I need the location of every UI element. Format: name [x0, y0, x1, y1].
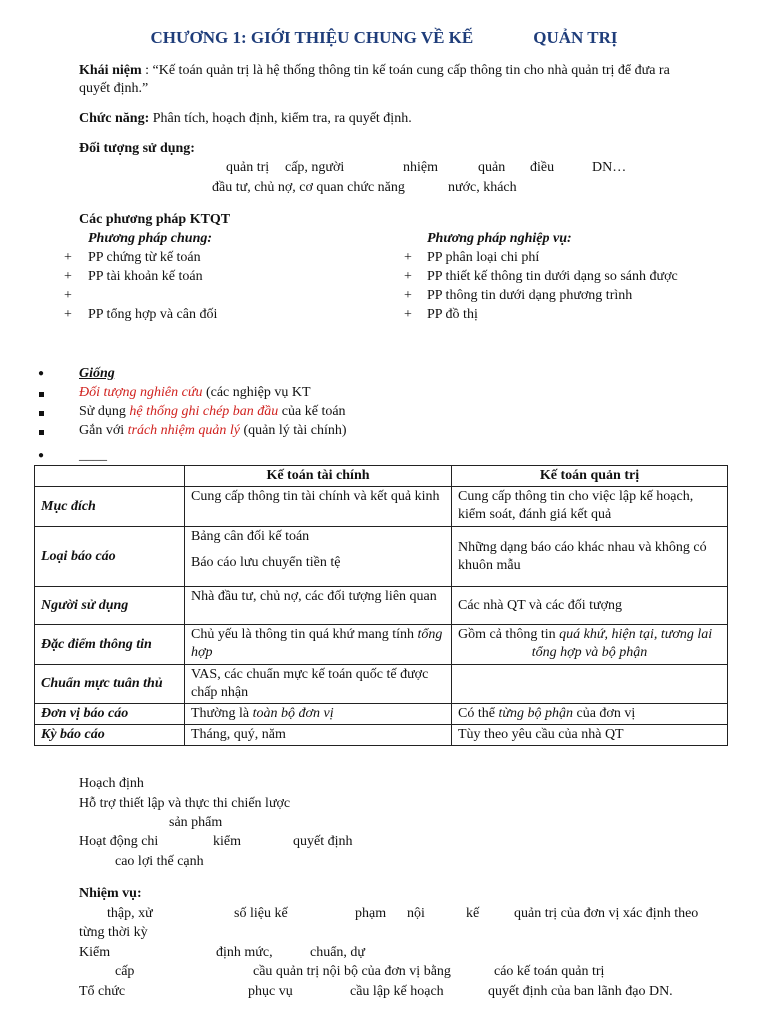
- pp-nghiep-vu-item: PP đồ thị: [427, 307, 478, 322]
- vai-tro-word: kiểm: [213, 834, 241, 849]
- plus-marker: +: [404, 307, 412, 322]
- plus-marker: +: [64, 250, 72, 265]
- comparison-table: [34, 465, 728, 746]
- nhiem-vu-word: thập, xử: [107, 906, 153, 921]
- giong-item-3-highlight: trách nhiệm quản lý: [127, 423, 240, 438]
- nhiem-vu-word: phục vụ: [248, 984, 293, 999]
- qt-cell: Các nhà QT và các đối tượng: [452, 587, 728, 625]
- doi-tuong-word: DN…: [592, 160, 627, 175]
- square-bullet-icon: [39, 430, 44, 435]
- pp-nghiep-vu-item: PP thiết kế thông tin dưới dạng so sánh được: [427, 269, 678, 284]
- pp-nghiep-vu-item: PP thông tin dưới dạng phương trình: [427, 288, 633, 303]
- nhiem-vu-word: cấp: [115, 964, 135, 979]
- giong-title: Giống: [79, 366, 115, 381]
- giong-item-1-highlight: Đối tượng nghiên cứu: [79, 385, 203, 400]
- nhiem-vu-word: Kiểm: [79, 945, 111, 960]
- row-label: Kỳ báo cáo: [35, 725, 185, 746]
- table-header-cell: Kế toán tài chính: [185, 466, 452, 487]
- row-label: Người sử dụng: [35, 587, 185, 625]
- giong-item-3-post: (quản lý tài chính): [240, 423, 347, 438]
- row-label: Đơn vị báo cáo: [35, 704, 185, 725]
- doi-tuong-word: quản trị: [226, 160, 270, 175]
- tc-cell: [185, 527, 452, 587]
- qt-text: Gồm cả thông tin: [458, 627, 560, 642]
- plus-marker: +: [64, 307, 72, 322]
- pp-chung-item: PP tổng hợp và cân đối: [88, 307, 218, 322]
- tc-cell: Tháng, quý, năm: [185, 725, 452, 746]
- giong-item-2-post: của kế toán: [278, 404, 346, 419]
- tc-text: Chủ yếu là thông tin quá khứ mang tính: [191, 627, 418, 642]
- table-row: [35, 665, 728, 704]
- khai-niem-text-2: quyết định.”: [79, 81, 149, 96]
- plus-marker: +: [404, 288, 412, 303]
- nhiem-vu-word: chuẩn, dự: [310, 945, 366, 960]
- square-bullet-icon: [39, 411, 44, 416]
- khac-blank: ____: [79, 448, 107, 463]
- round-bullet-icon: ●: [38, 368, 45, 379]
- pp-nghiep-vu-item: PP phân loại chi phí: [427, 250, 540, 265]
- plus-marker: +: [404, 250, 412, 265]
- giong-item-3-pre: Gắn với: [79, 423, 128, 438]
- nhiem-vu-word: cáo kế toán quản trị: [494, 964, 605, 979]
- phuong-phap-heading: Các phương pháp KTQT: [79, 212, 231, 227]
- qt-cell: [452, 704, 728, 725]
- khai-niem-text: : “Kế toán quản trị là hệ thống thông tin kế toán cung cấp thông tin cho nhà quản trị để đưa ra: [141, 63, 670, 78]
- doi-tuong-label: Đối tượng sử dụng:: [79, 141, 195, 156]
- table-row: [35, 587, 728, 625]
- row-label: Chuẩn mực tuân thủ: [35, 665, 185, 704]
- title-part-1: CHƯƠNG 1: GIỚI THIỆU CHUNG VỀ KẾ: [150, 28, 474, 47]
- tc-cell: Cung cấp thông tin tài chính và kết quả kinh: [185, 487, 452, 527]
- tc-line: Báo cáo lưu chuyển tiền tệ: [191, 555, 341, 570]
- vai-tro-word: Hoạt động chi: [79, 834, 159, 849]
- giong-item-2-pre: Sử dụng: [79, 404, 130, 419]
- plus-marker: +: [64, 269, 72, 284]
- table-row: [35, 487, 728, 527]
- tc-cell: VAS, các chuẩn mực kế toán quốc tế được chấp nhận: [185, 665, 452, 704]
- qt-text-italic: quá khứ, hiện tại, tương lai: [559, 627, 713, 642]
- nhiem-vu-word: số liệu kế: [234, 906, 288, 921]
- doi-tuong-word: đầu tư, chủ nợ, cơ quan chức năng: [212, 180, 405, 195]
- pp-chung-item: PP chứng từ kế toán: [88, 250, 201, 265]
- nhiem-vu-word: kế: [466, 906, 480, 921]
- tc-cell: [185, 625, 452, 665]
- table-row: [35, 625, 728, 665]
- giong-item-1: [79, 385, 311, 401]
- doi-tuong-word: quản: [478, 160, 506, 175]
- nhiem-vu-word: nội: [407, 906, 425, 921]
- vai-tro-line: cao lợi thế cạnh: [115, 854, 204, 869]
- doi-tuong-word: nước, khách: [448, 180, 517, 195]
- square-bullet-icon: [39, 392, 44, 397]
- qt-cell: [452, 665, 728, 704]
- page-title: [0, 28, 768, 48]
- tc-text-italic: tổng hợp: [191, 627, 443, 660]
- doi-tuong-word: điều: [530, 160, 555, 175]
- nhiem-vu-word: phạm: [355, 906, 387, 921]
- giong-item-2-highlight: hệ thống ghi chép ban đầu: [129, 404, 279, 419]
- row-label: Đặc điểm thông tin: [35, 625, 185, 665]
- nhiem-vu-word: Tổ chức: [79, 984, 126, 999]
- qt-cell: [452, 625, 728, 665]
- tc-text-italic: toàn bộ đơn vị: [252, 706, 334, 721]
- nhiem-vu-word: cầu quản trị nội bộ của đơn vị bằng: [253, 964, 451, 979]
- plus-marker: +: [64, 288, 72, 303]
- giong-item-2: [79, 404, 346, 420]
- qt-cell: Cung cấp thông tin cho việc lập kế hoạch, kiểm soát, đánh giá kết quả: [452, 487, 728, 527]
- qt-cell: Tùy theo yêu cầu của nhà QT: [452, 725, 728, 746]
- vai-tro-line: sản phẩm: [169, 815, 223, 830]
- nhiem-vu-word: định mức,: [216, 945, 273, 960]
- nhiem-vu-label: Nhiệm vụ:: [79, 886, 142, 901]
- row-label: Mục đích: [35, 487, 185, 527]
- pp-nghiep-vu-title: Phương pháp nghiệp vụ:: [427, 231, 572, 246]
- qt-text: của đơn vị: [572, 706, 636, 721]
- giong-item-3: [79, 423, 347, 439]
- table-row: [35, 527, 728, 587]
- doi-tuong-word: cấp, người: [285, 160, 345, 175]
- plus-marker: +: [404, 269, 412, 284]
- nhiem-vu-line: từng thời kỳ: [79, 925, 148, 940]
- giong-item-1-rest: (các nghiệp vụ KT: [202, 385, 311, 400]
- tc-text: Thường là: [191, 706, 253, 721]
- tc-line: Bảng cân đối kế toán: [191, 529, 310, 544]
- nhiem-vu-word: cầu lập kế hoạch: [350, 984, 444, 999]
- table-row: [35, 704, 728, 725]
- chuc-nang-line: [79, 111, 412, 127]
- qt-text: Có thể: [458, 706, 499, 721]
- row-label: Loại báo cáo: [35, 527, 185, 587]
- table-header-row: [35, 466, 728, 487]
- chuc-nang-label: Chức năng:: [79, 111, 150, 126]
- vai-tro-line: Hoạch định: [79, 776, 144, 791]
- pp-chung-item: PP tài khoản kế toán: [88, 269, 203, 284]
- table-header-cell: [35, 466, 185, 487]
- khai-niem-line: [79, 63, 670, 79]
- nhiem-vu-word: quản trị của đơn vị xác định theo: [514, 906, 699, 921]
- khai-niem-label: Khái niệm: [79, 63, 142, 78]
- tc-cell: [185, 704, 452, 725]
- table-row: [35, 725, 728, 746]
- chuc-nang-text: Phân tích, hoạch định, kiểm tra, ra quyết định.: [149, 111, 412, 126]
- qt-text-italic: tổng hợp và bộ phận: [531, 645, 648, 660]
- vai-tro-word: quyết định: [293, 834, 353, 849]
- qt-cell: Những dạng báo cáo khác nhau và không có khuôn mẫu: [452, 527, 728, 587]
- round-bullet-icon: ●: [38, 450, 45, 461]
- pp-chung-title: Phương pháp chung:: [88, 231, 213, 246]
- doi-tuong-word: nhiệm: [403, 160, 438, 175]
- vai-tro-line: Hỗ trợ thiết lập và thực thi chiến lược: [79, 796, 291, 811]
- table-header-cell: Kế toán quản trị: [452, 466, 728, 487]
- nhiem-vu-word: quyết định của ban lãnh đạo DN.: [488, 984, 673, 999]
- tc-cell: Nhà đầu tư, chủ nợ, các đối tượng liên quan: [185, 587, 452, 625]
- title-part-2: QUẢN TRỊ: [533, 28, 618, 47]
- qt-text-italic: từng bộ phận: [498, 706, 573, 721]
